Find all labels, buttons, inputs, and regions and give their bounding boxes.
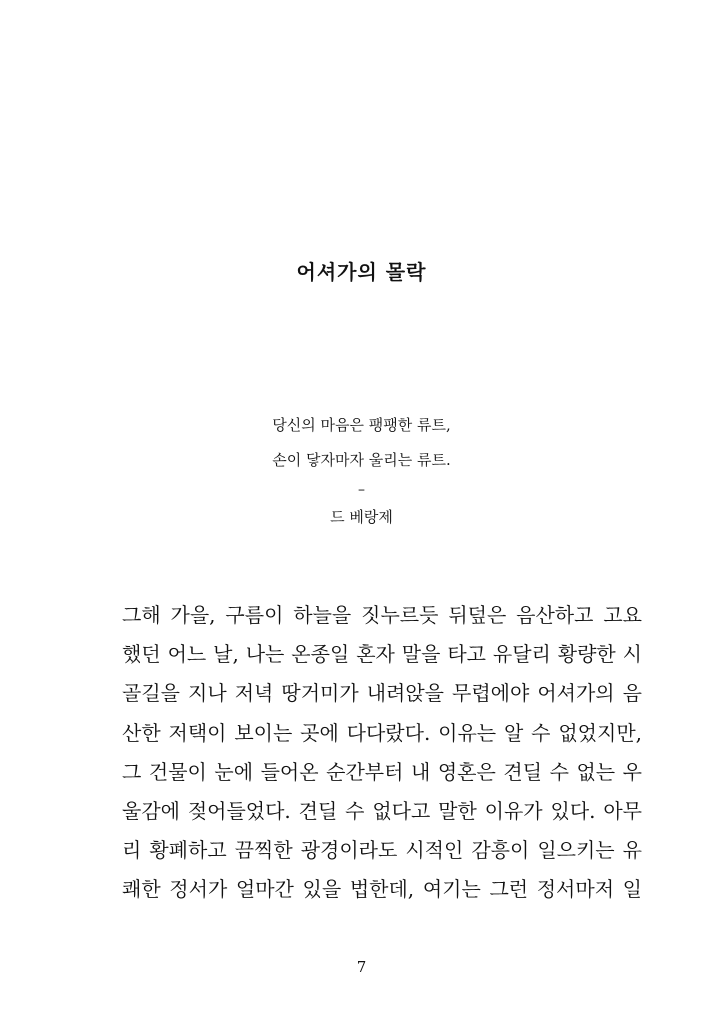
epigraph-line: 손이 닿자마자 울리는 류트. xyxy=(272,451,451,469)
paragraph-line: 그해 가을, 구름이 하늘을 짓누르듯 뒤덮은 음산하고 고요 xyxy=(122,603,642,627)
page-number: 7 xyxy=(356,958,367,976)
paragraph-line: 쾌한 정서가 얼마간 있을 법한데, 여기는 그런 정서마저 일 xyxy=(122,877,642,902)
paragraph-line: 산한 저택이 보이는 곳에 다다랐다. 이유는 알 수 없었지만, xyxy=(122,720,642,745)
epigraph xyxy=(0,408,723,532)
body-paragraph xyxy=(122,596,642,910)
epigraph-author: 드 베랑제 xyxy=(330,508,393,526)
paragraph-line: 그 건물이 눈에 들어온 순간부터 내 영혼은 견딜 수 없는 우 xyxy=(122,759,642,784)
epigraph-line: 당신의 마음은 팽팽한 류트, xyxy=(272,416,451,434)
paragraph-line: 했던 어느 날, 나는 온종일 혼자 말을 타고 유달리 황량한 시 xyxy=(122,642,642,667)
epigraph-dash: – xyxy=(358,482,365,498)
chapter-title: 어셔가의 몰락 xyxy=(296,260,427,284)
paragraph-line: 리 황폐하고 끔찍한 광경이라도 시적인 감흥이 일으키는 유 xyxy=(122,838,642,863)
paragraph-line: 골길을 지나 저녁 땅거미가 내려앉을 무렵에야 어셔가의 음 xyxy=(122,681,642,706)
paragraph-line: 울감에 젖어들었다. 견딜 수 없다고 말한 이유가 있다. 아무 xyxy=(122,799,642,824)
